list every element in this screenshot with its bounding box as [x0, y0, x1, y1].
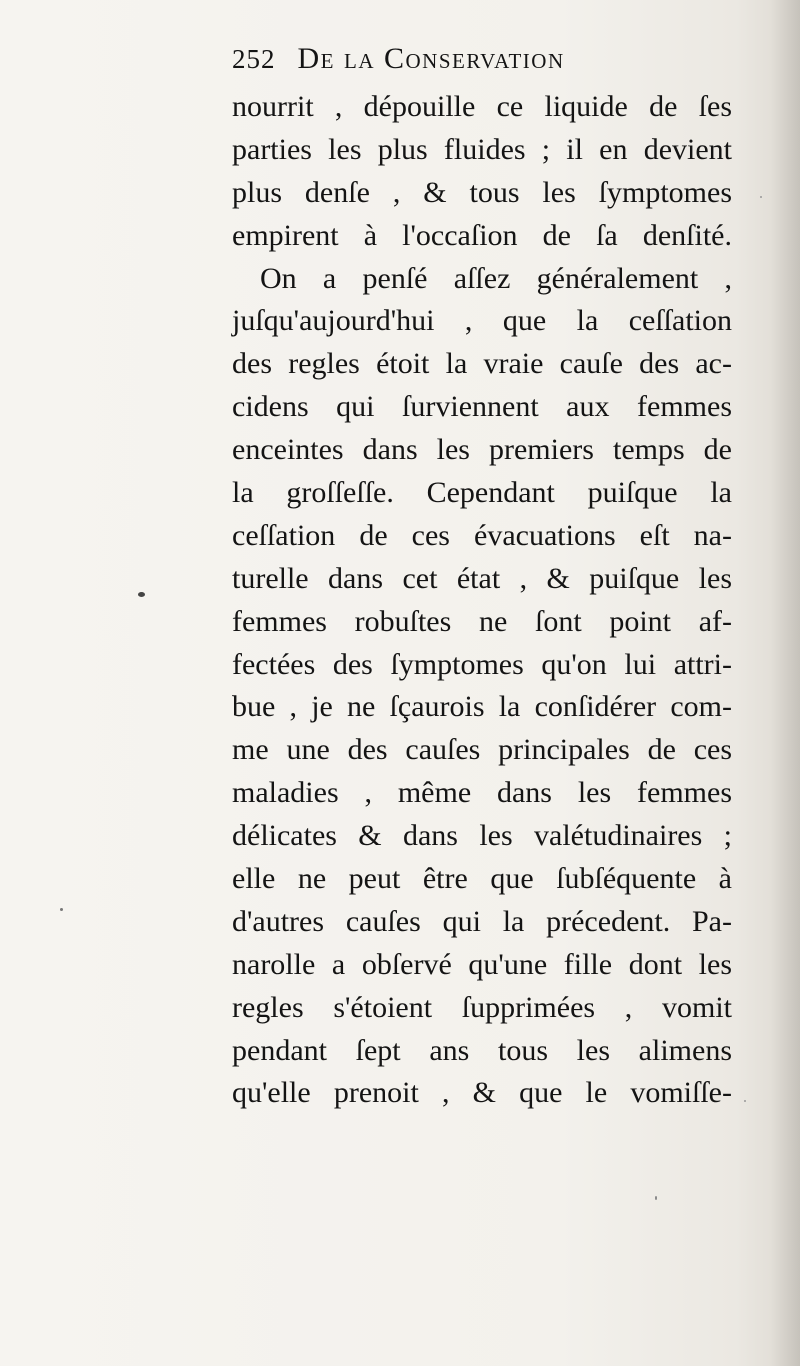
text-line: délicates & dans les valétudinaires ; [232, 819, 732, 853]
text-line: turelle dans cet état , & puiſque les [232, 561, 732, 595]
text-line: fectées des ſymptomes qu'on lui attri- [232, 647, 732, 681]
text-line: plus denſe , & tous les ſymptomes [232, 175, 732, 209]
ink-speck [655, 1196, 657, 1200]
ink-speck [760, 196, 762, 198]
text-line: maladies , même dans les femmes [232, 776, 732, 810]
text-line: parties les plus fluides ; il en devient [232, 132, 732, 166]
text-line: femmes robuſtes ne ſont point af- [232, 604, 732, 638]
page-number: 252 [232, 44, 276, 74]
text-line-paragraph-start: On a penſé aſſez généralement , [260, 261, 732, 295]
text-line: ceſſation de ces évacuations eſt na- [232, 518, 732, 552]
text-line: la groſſeſſe. Cependant puiſque la [232, 476, 732, 510]
text-line: elle ne peut être que ſubſéquente à [232, 862, 732, 896]
text-line: pendant ſept ans tous les alimens [232, 1033, 732, 1067]
ink-speck [138, 592, 145, 597]
text-line: nourrit , dépouille ce liquide de ſes [232, 90, 732, 123]
ink-speck [60, 908, 63, 911]
text-line: d'autres cauſes qui la précedent. Pa- [232, 904, 732, 938]
running-title: De la Conservation [297, 42, 565, 75]
ink-speck [744, 1100, 746, 1102]
text-line: bue , je ne ſçaurois la conſidérer com- [232, 690, 732, 724]
text-line: regles s'étoient ſupprimées , vomit [232, 990, 732, 1024]
text-line: narolle a obſervé qu'une fille dont les [232, 947, 732, 981]
text-line: juſqu'aujourd'hui , que la ceſſation [232, 304, 732, 338]
text-line: qu'elle prenoit , & que le vomiſſe- [232, 1076, 732, 1110]
text-line: empirent à l'occaſion de ſa denſité. [232, 218, 732, 252]
text-line: enceintes dans les premiers temps de [232, 433, 732, 467]
text-line: cidens qui ſurviennent aux femmes [232, 390, 732, 424]
text-line: des regles étoit la vraie cauſe des ac- [232, 347, 732, 381]
text-line: me une des cauſes principales de ces [232, 733, 732, 767]
